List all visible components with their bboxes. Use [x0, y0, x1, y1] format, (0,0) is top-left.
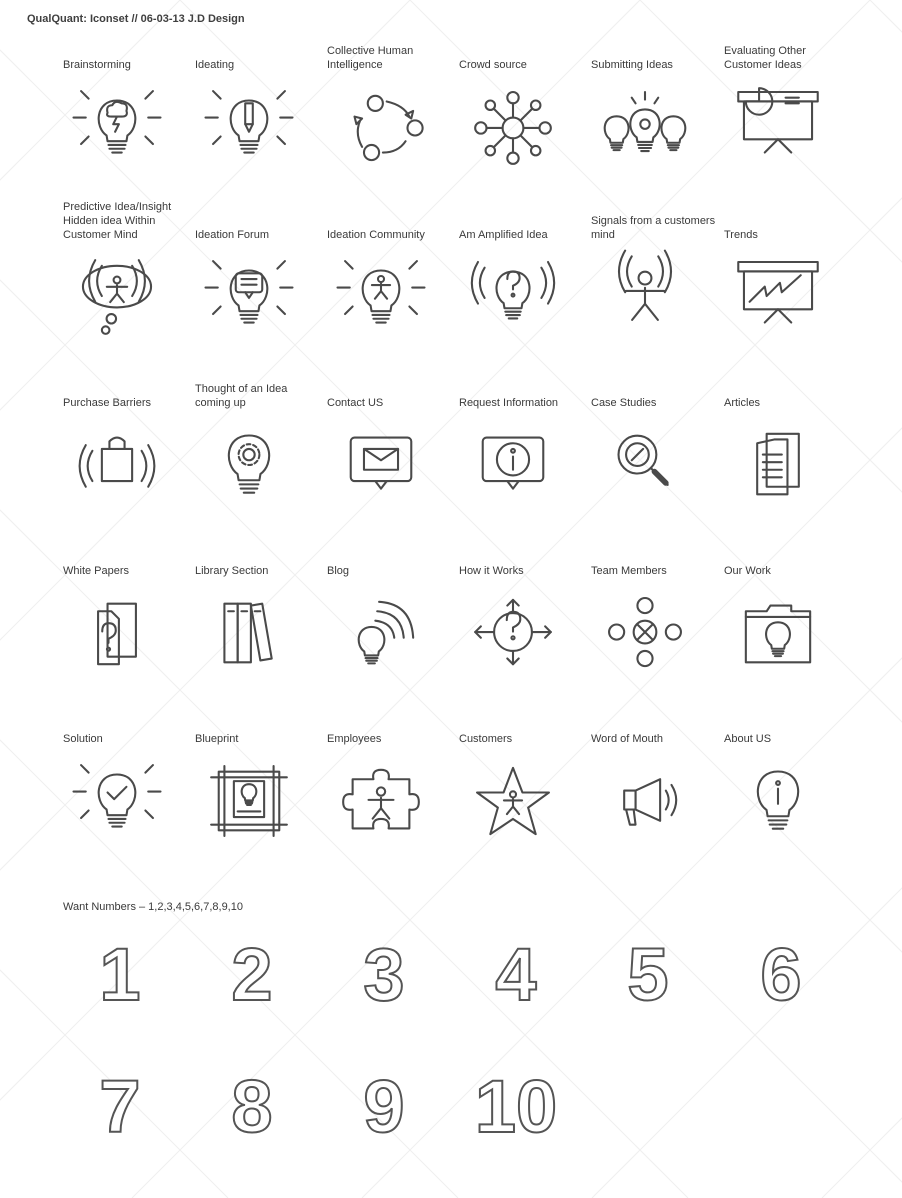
- header-title: QualQuant: Iconset // 06-03-13 J.D Design: [27, 13, 245, 25]
- number-8: 8: [231, 1065, 273, 1148]
- icon-label: Brainstorming: [63, 59, 131, 71]
- icon-label: Collective Human Intelligence: [327, 45, 414, 71]
- icon-cell-bulb-gear: [195, 342, 327, 512]
- blueprint-icon: [199, 766, 299, 836]
- icon-cell-blueprint: [195, 678, 327, 848]
- icon-label: Trends: [724, 229, 758, 241]
- icon-cell-books: [195, 510, 327, 680]
- magnifier-icon: [595, 430, 695, 500]
- icon-cell-person-signal: [591, 174, 723, 344]
- icon-label: Solution: [63, 733, 103, 745]
- icon-label: Ideation Forum: [195, 229, 269, 241]
- person-signal-icon: [595, 262, 695, 332]
- icon-label: Purchase Barriers: [63, 397, 152, 409]
- bulb-storm-icon: [67, 92, 167, 162]
- bulb-question-signal-icon: [463, 262, 563, 332]
- number-5: 5: [627, 933, 669, 1016]
- megaphone-icon: [595, 766, 695, 836]
- number-3: 3: [363, 933, 405, 1016]
- bulb-person-icon: [331, 262, 431, 332]
- icon-label: Thought of an Idea coming up: [195, 383, 288, 409]
- icon-label: Signals from a customers mind: [591, 215, 716, 241]
- icon-label: Request Information: [459, 397, 559, 409]
- icon-label: Blog: [327, 565, 350, 577]
- icon-cell-documents: [724, 342, 856, 512]
- icon-label: Our Work: [724, 565, 771, 577]
- icon-cell-bulb-broadcast: [327, 510, 459, 680]
- icon-cell-presentation-trend: [724, 174, 856, 344]
- network-hub-icon: [463, 92, 563, 162]
- three-bulbs-icon: [595, 92, 695, 162]
- bulb-pencil-icon: [199, 92, 299, 162]
- bulb-info-icon: [728, 766, 828, 836]
- icon-label: Team Members: [591, 565, 667, 577]
- bulb-broadcast-icon: [331, 598, 431, 668]
- icon-label: Case Studies: [591, 397, 657, 409]
- info-bubble-icon: [463, 430, 563, 500]
- icon-cell-document-question: [63, 510, 195, 680]
- icon-cell-folder-bulb: [724, 510, 856, 680]
- puzzle-person-icon: [331, 766, 431, 836]
- icon-cell-network-hub: [459, 4, 591, 174]
- documents-icon: [728, 430, 828, 500]
- folder-bulb-icon: [728, 598, 828, 668]
- icon-label: Crowd source: [459, 59, 527, 71]
- icon-cell-presentation-pie: [724, 4, 856, 174]
- icon-label: Word of Mouth: [591, 733, 663, 745]
- icon-label: Contact US: [327, 397, 384, 409]
- document-question-icon: [67, 598, 167, 668]
- number-10: 10: [474, 1065, 558, 1148]
- number-9: 9: [363, 1065, 405, 1148]
- star-person-icon: [463, 766, 563, 836]
- icon-cell-bulb-check: [63, 678, 195, 848]
- presentation-pie-icon: [728, 92, 828, 162]
- icon-cell-megaphone: [591, 678, 723, 848]
- bulb-check-icon: [67, 766, 167, 836]
- team-circles-icon: [595, 598, 695, 668]
- icon-cell-bulb-info: [724, 678, 856, 848]
- icon-label: About US: [724, 733, 772, 745]
- icon-label: Submitting Ideas: [591, 59, 673, 71]
- icon-label: Ideation Community: [327, 229, 425, 241]
- bulb-gear-icon: [199, 430, 299, 500]
- icon-cell-bulb-pencil: [195, 4, 327, 174]
- number-4: 4: [495, 933, 537, 1016]
- icon-cell-bulb-chat: [195, 174, 327, 344]
- number-6: 6: [760, 933, 802, 1016]
- icon-label: Ideating: [195, 59, 235, 71]
- icon-label: Articles: [724, 397, 761, 409]
- cycle-circles-icon: [331, 92, 431, 162]
- number-1: 1: [99, 933, 141, 1016]
- icon-cell-bulb-storm: [63, 4, 195, 174]
- icon-cell-thought-bubble-person: [63, 174, 195, 344]
- number-7: 7: [99, 1065, 141, 1148]
- numbers-title: Want Numbers – 1,2,3,4,5,6,7,8,9,10: [63, 901, 243, 913]
- icon-cell-bulb-person: [327, 174, 459, 344]
- icon-label: Evaluating Other Customer Ideas: [724, 45, 806, 71]
- icon-label: Customers: [459, 733, 513, 745]
- envelope-bubble-icon: [331, 430, 431, 500]
- icon-label: Predictive Idea/Insight Hidden idea Within Customer Mind: [63, 201, 172, 241]
- icon-label: Employees: [327, 733, 382, 745]
- icon-label: Blueprint: [195, 733, 239, 745]
- icon-cell-cycle-circles: [327, 4, 459, 174]
- icon-cell-info-bubble: [459, 342, 591, 512]
- bulb-chat-icon: [199, 262, 299, 332]
- icon-cell-magnifier: [591, 342, 723, 512]
- icon-cell-team-circles: [591, 510, 723, 680]
- thought-bubble-person-icon: [67, 262, 167, 332]
- icon-cell-bulb-question-signal: [459, 174, 591, 344]
- bag-signal-icon: [67, 430, 167, 500]
- icon-label: White Papers: [63, 565, 130, 577]
- icon-cell-question-arrows: [459, 510, 591, 680]
- icon-cell-envelope-bubble: [327, 342, 459, 512]
- icon-label: Library Section: [195, 565, 269, 577]
- icon-cell-bag-signal: [63, 342, 195, 512]
- icon-label: How it Works: [459, 565, 524, 577]
- icon-cell-three-bulbs: [591, 4, 723, 174]
- icon-cell-puzzle-person: [327, 678, 459, 848]
- icon-label: Am Amplified Idea: [459, 229, 548, 241]
- presentation-trend-icon: [728, 262, 828, 332]
- number-2: 2: [231, 933, 273, 1016]
- question-arrows-icon: [463, 598, 563, 668]
- books-icon: [199, 598, 299, 668]
- icon-cell-star-person: [459, 678, 591, 848]
